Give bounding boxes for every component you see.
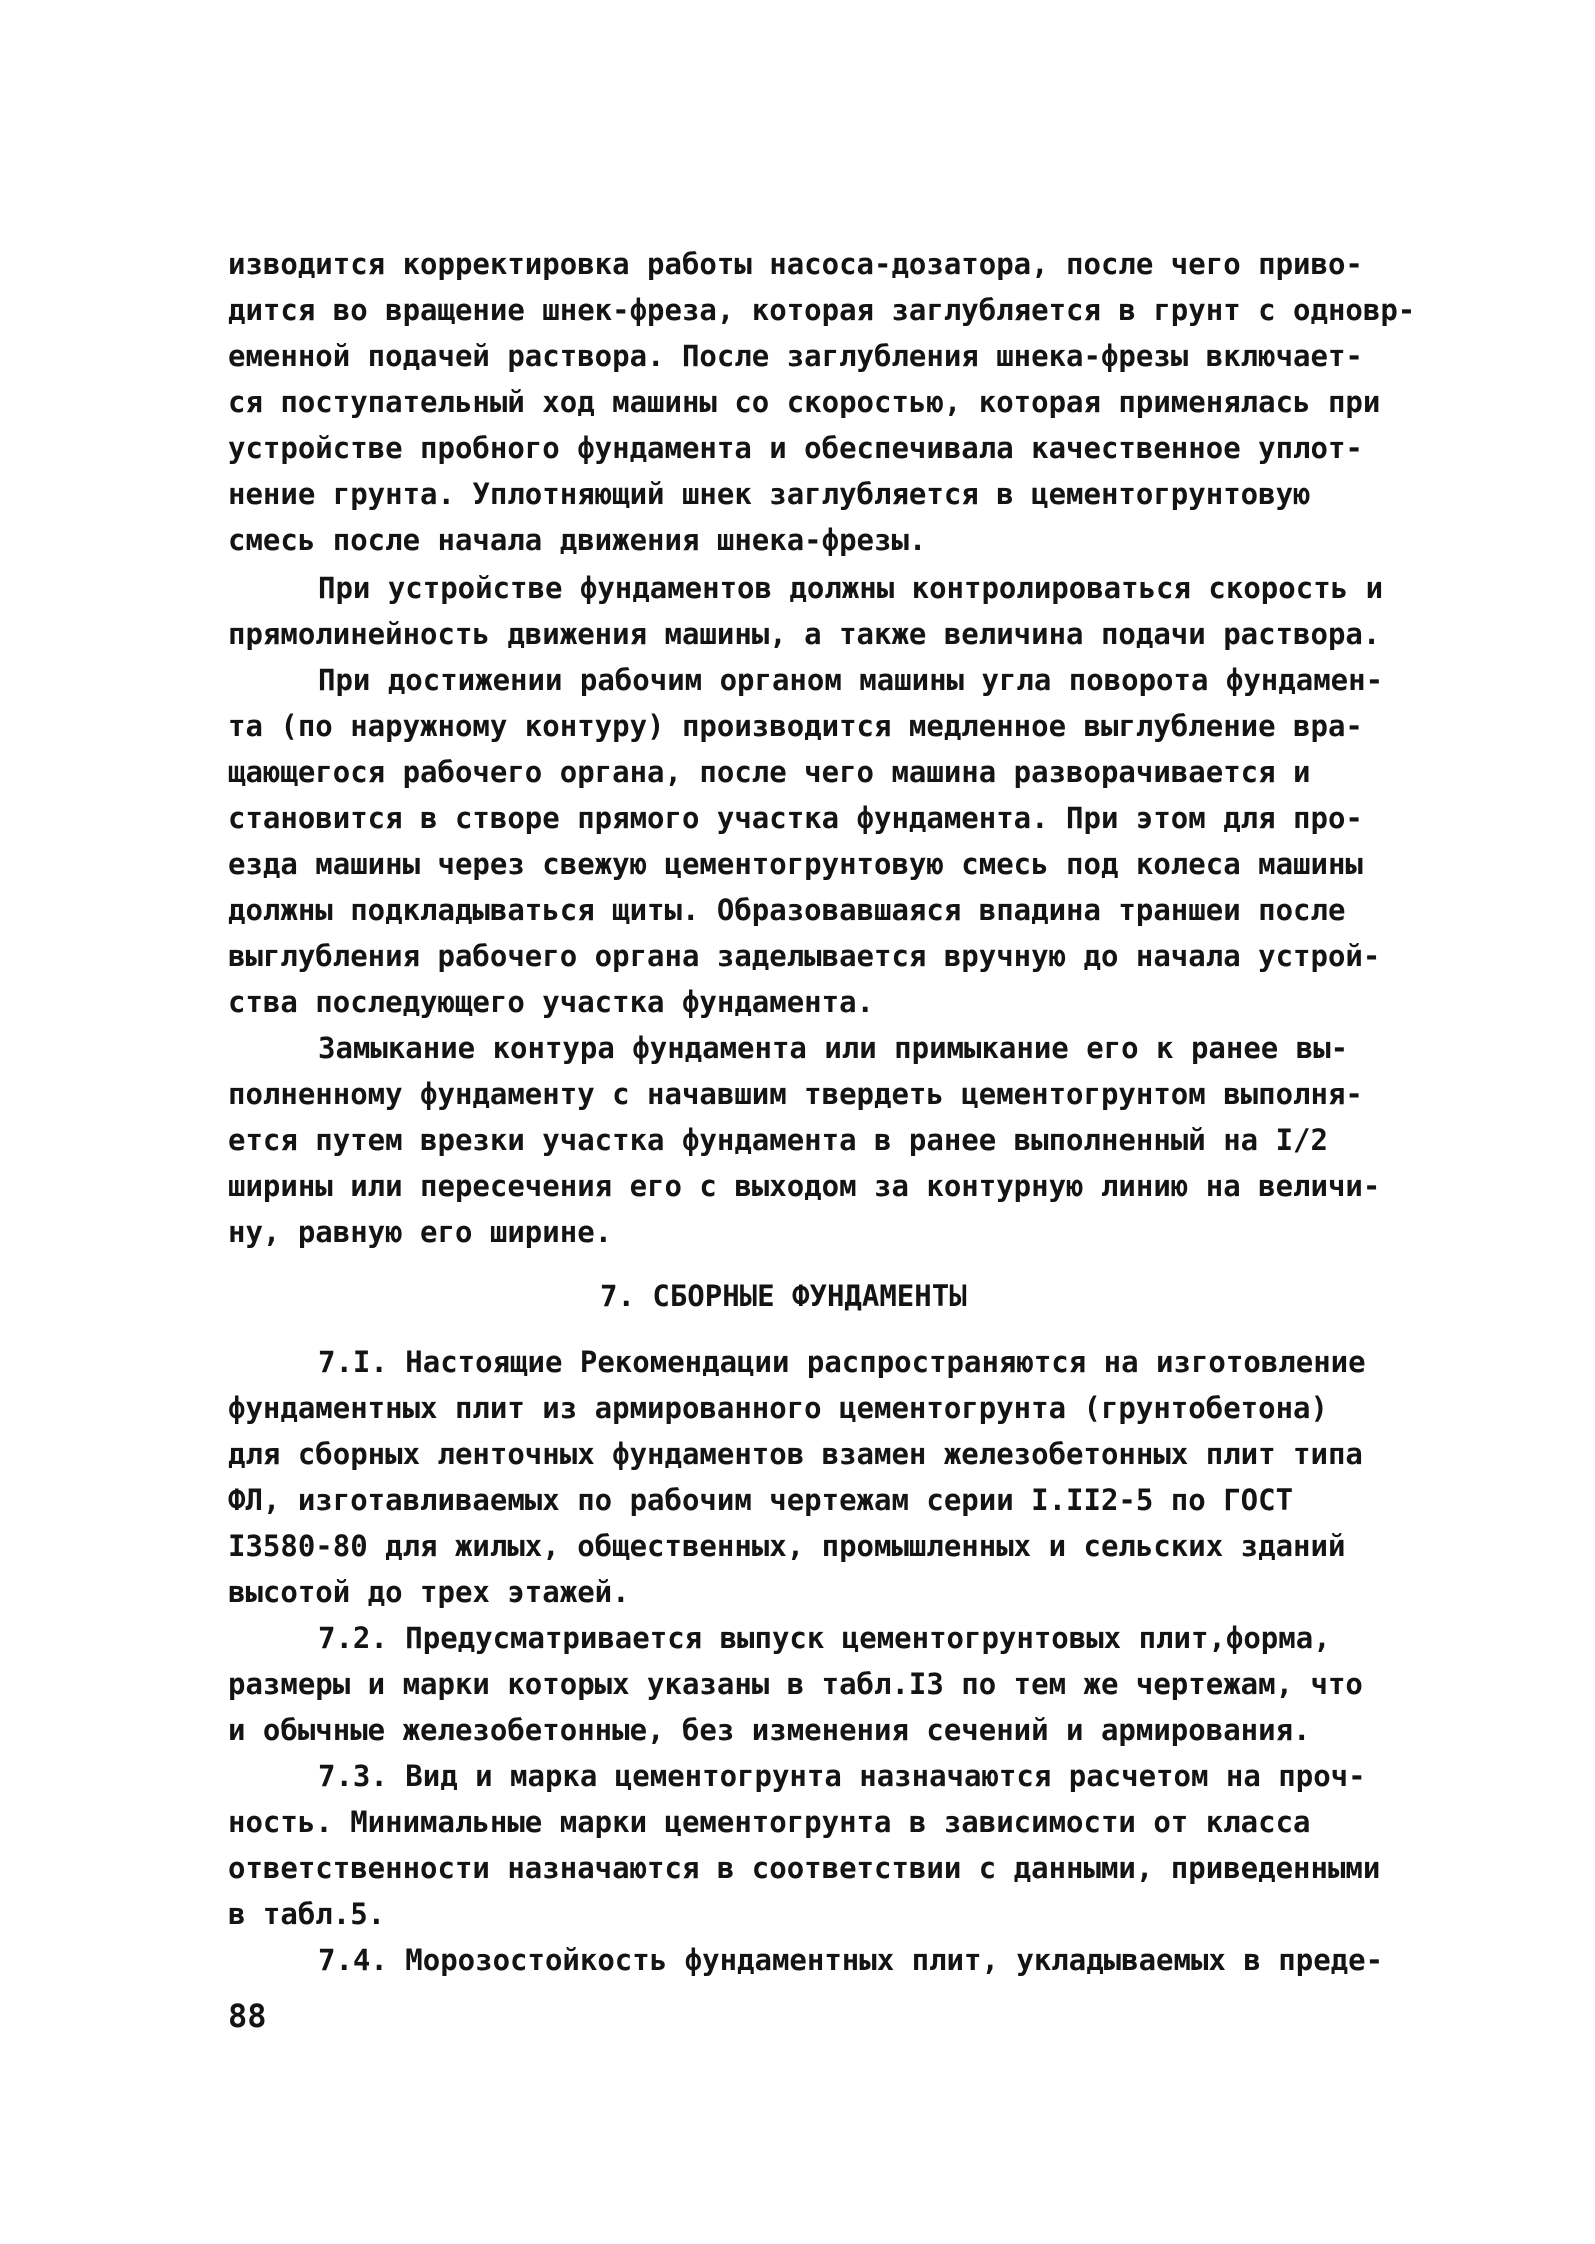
text-line: смесь после начала движения шнека-фрезы. bbox=[228, 523, 927, 557]
text-line: 7.2. Предусматривается выпуск цементогрунтовых плит,форма, bbox=[318, 1621, 1331, 1655]
text-line: ется путем врезки участка фундамента в ранее выполненный на I/2 bbox=[228, 1123, 1328, 1157]
text-line: для сборных ленточных фундаментов взамен железобетонных плит типа bbox=[228, 1437, 1363, 1471]
text-line: размеры и марки которых указаны в табл.I3 по тем же чертежам, что bbox=[228, 1667, 1363, 1701]
text-line: Замыкание контура фундамента или примыкание его к ранее вы- bbox=[318, 1031, 1349, 1065]
text-line: ну, равную его ширине. bbox=[228, 1215, 613, 1249]
text-line: выглубления рабочего органа заделывается вручную до начала устрой- bbox=[228, 939, 1381, 973]
text-line: та (по наружному контуру) производится медленное выглубление вра- bbox=[228, 709, 1363, 743]
text-line: становится в створе прямого участка фундамента. При этом для про- bbox=[228, 801, 1363, 835]
text-line: ФЛ, изготавливаемых по рабочим чертежам серии I.II2-5 по ГОСТ bbox=[228, 1483, 1294, 1517]
text-line: должны подкладываться щиты. Образовавшаяся впадина траншеи после bbox=[228, 893, 1346, 927]
text-line: и обычные железобетонные, без изменения сечений и армирования. bbox=[228, 1713, 1311, 1747]
text-line: 7.I. Настоящие Рекомендации распространяются на изготовление bbox=[318, 1345, 1366, 1379]
text-line: При устройстве фундаментов должны контролироваться скорость и bbox=[318, 571, 1384, 605]
text-line: ность. Минимальные марки цементогрунта в зависимости от класса bbox=[228, 1805, 1311, 1839]
text-line: в табл.5. bbox=[228, 1897, 386, 1931]
page-number: 88 bbox=[228, 1997, 267, 2035]
text-line: ответственности назначаются в соответствии с данными, приведенными bbox=[228, 1851, 1381, 1885]
text-line: высотой до трех этажей. bbox=[228, 1575, 630, 1609]
text-line: нение грунта. Уплотняющий шнек заглубляется в цементогрунтовую bbox=[228, 477, 1311, 511]
text-line: I3580-80 для жилых, общественных, промышленных и сельских зданий bbox=[228, 1529, 1346, 1563]
text-line: изводится корректировка работы насоса-дозатора, после чего приво- bbox=[228, 247, 1363, 281]
text-line: ся поступательный ход машины со скоростью, которая применялась при bbox=[228, 385, 1381, 419]
text-line: 7.3. Вид и марка цементогрунта назначаются расчетом на проч- bbox=[318, 1759, 1366, 1793]
text-line: щающегося рабочего органа, после чего машина разворачивается и bbox=[228, 755, 1311, 789]
text-line: еменной подачей раствора. После заглубления шнека-фрезы включает- bbox=[228, 339, 1363, 373]
text-line: При достижении рабочим органом машины угла поворота фундамен- bbox=[318, 663, 1384, 697]
text-line: 7.4. Морозостойкость фундаментных плит, укладываемых в преде- bbox=[318, 1943, 1384, 1977]
text-line: ства последующего участка фундамента. bbox=[228, 985, 875, 1019]
section-heading: 7. СБОРНЫЕ ФУНДАМЕНТЫ bbox=[600, 1279, 967, 1313]
text-line: езда машины через свежую цементогрунтовую смесь под колеса машины bbox=[228, 847, 1363, 881]
text-line: ширины или пересечения его с выходом за контурную линию на величи- bbox=[228, 1169, 1381, 1203]
text-line: фундаментных плит из армированного цементогрунта (грунтобетона) bbox=[228, 1391, 1328, 1425]
text-line: прямолинейность движения машины, а также величина подачи раствора. bbox=[228, 617, 1381, 651]
text-line: полненному фундаменту с начавшим твердеть цементогрунтом выполня- bbox=[228, 1077, 1363, 1111]
text-line: дится во вращение шнек-фреза, которая заглубляется в грунт с одновр- bbox=[228, 293, 1416, 327]
text-line: устройстве пробного фундамента и обеспечивала качественное уплот- bbox=[228, 431, 1363, 465]
